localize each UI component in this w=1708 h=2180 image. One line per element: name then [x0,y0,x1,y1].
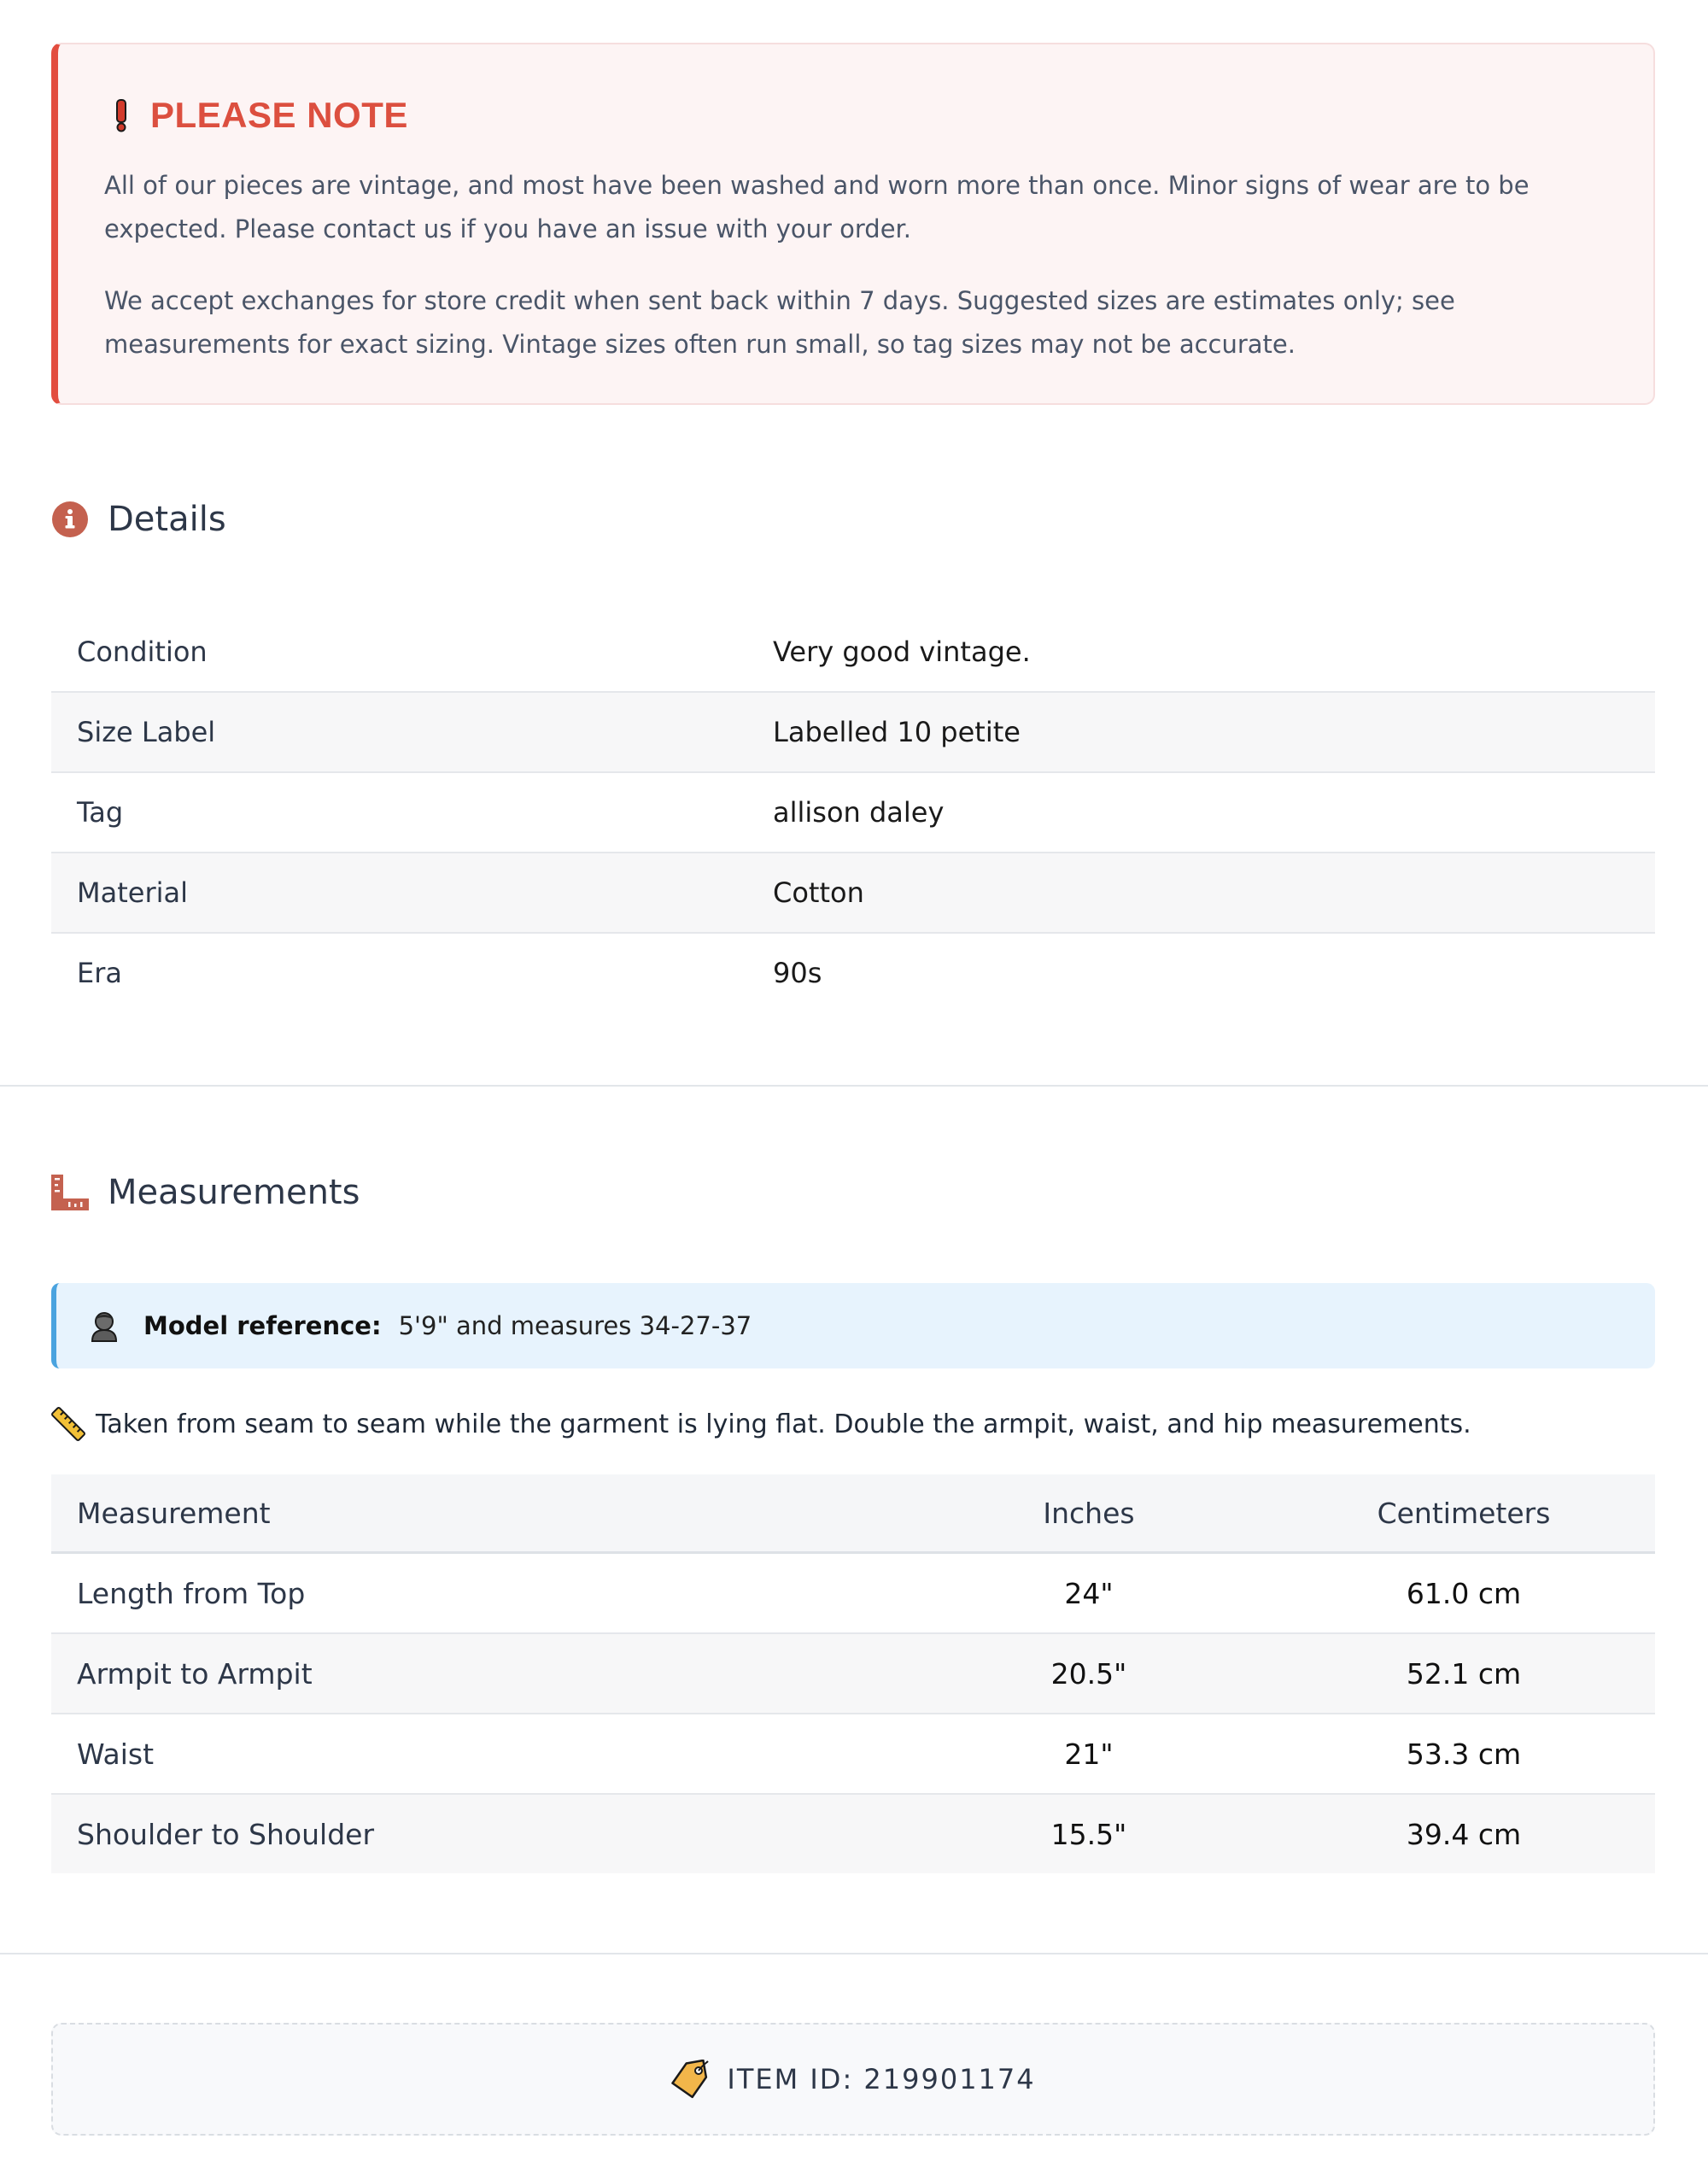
notice-title [104,91,1606,140]
column-header-measurement: Measurement [77,1496,271,1530]
measurement-name: Armpit to Armpit [77,1656,313,1691]
measurement-note [51,1403,1471,1445]
exclamation-icon [104,98,138,132]
straight-ruler-icon [51,1407,85,1441]
tag-icon [670,2060,710,2099]
notice-box [51,43,1655,405]
details-key: Condition [77,636,208,668]
section-divider [0,1085,1708,1087]
details-key: Material [77,876,188,909]
info-icon [51,501,89,538]
measurement-cm: 52.1 cm [1406,1656,1522,1691]
details-table [51,612,1655,1012]
item-id-text: ITEM ID: 219901174 [727,2063,1036,2095]
details-value: Very good vintage. [773,636,1031,668]
details-row [51,693,1655,773]
table-row [51,1795,1655,1873]
notice-paragraph: We accept exchanges for store credit when sent back within 7 days. Suggested sizes are estimates only; see measurements for exact sizing. Vintage sizes often run small, so tag sizes may not be accurate. [104,286,1455,359]
table-row [51,1554,1655,1634]
details-value: Cotton [773,876,864,909]
notice-title-text: PLEASE NOTE [150,95,408,135]
details-key: Size Label [77,716,216,748]
column-header-inches: Inches [1043,1496,1135,1530]
section-divider [0,1953,1708,1954]
model-reference-value: 5'9" and measures 34-27-37 [398,1311,752,1340]
measurement-inches: 24" [1064,1576,1114,1610]
measurement-inches: 15.5" [1050,1817,1127,1851]
measurement-name: Waist [77,1737,155,1771]
measurement-cm: 39.4 cm [1406,1817,1522,1851]
measurement-name: Shoulder to Shoulder [77,1817,375,1851]
measurement-inches: 20.5" [1050,1656,1127,1691]
ruler-icon [51,1174,89,1211]
table-row [51,1714,1655,1795]
measurements-table [51,1474,1655,1873]
measurements-heading [51,1167,360,1218]
measurement-inches: 21" [1064,1737,1114,1771]
measurement-cm: 61.0 cm [1406,1576,1522,1610]
measurement-note-text: Taken from seam to seam while the garment is lying flat. Double the armpit, waist, and hip measurements. [96,1409,1471,1439]
details-heading-label: Details [108,500,226,539]
details-row [51,934,1655,1012]
measurement-name: Length from Top [77,1576,306,1610]
details-key: Era [77,957,122,989]
column-header-centimeters: Centimeters [1377,1496,1551,1530]
model-reference-box [51,1283,1655,1368]
person-icon [87,1309,121,1343]
details-value: Labelled 10 petite [773,716,1021,748]
table-row [51,1634,1655,1714]
details-row [51,853,1655,934]
table-header-row [51,1474,1655,1554]
details-row [51,612,1655,693]
details-row [51,773,1655,853]
details-value: 90s [773,957,822,989]
notice-paragraph: All of our pieces are vintage, and most have been washed and worn more than once. Minor signs of wear are to be expected. Please contact us if you have an issue with your order. [104,171,1530,243]
details-key: Tag [77,796,124,829]
details-value: allison daley [773,796,945,829]
details-heading [51,494,226,545]
measurements-heading-label: Measurements [108,1173,360,1212]
item-id-box [51,2023,1655,2136]
measurement-cm: 53.3 cm [1406,1737,1522,1771]
model-reference-label: Model reference: [143,1311,382,1340]
